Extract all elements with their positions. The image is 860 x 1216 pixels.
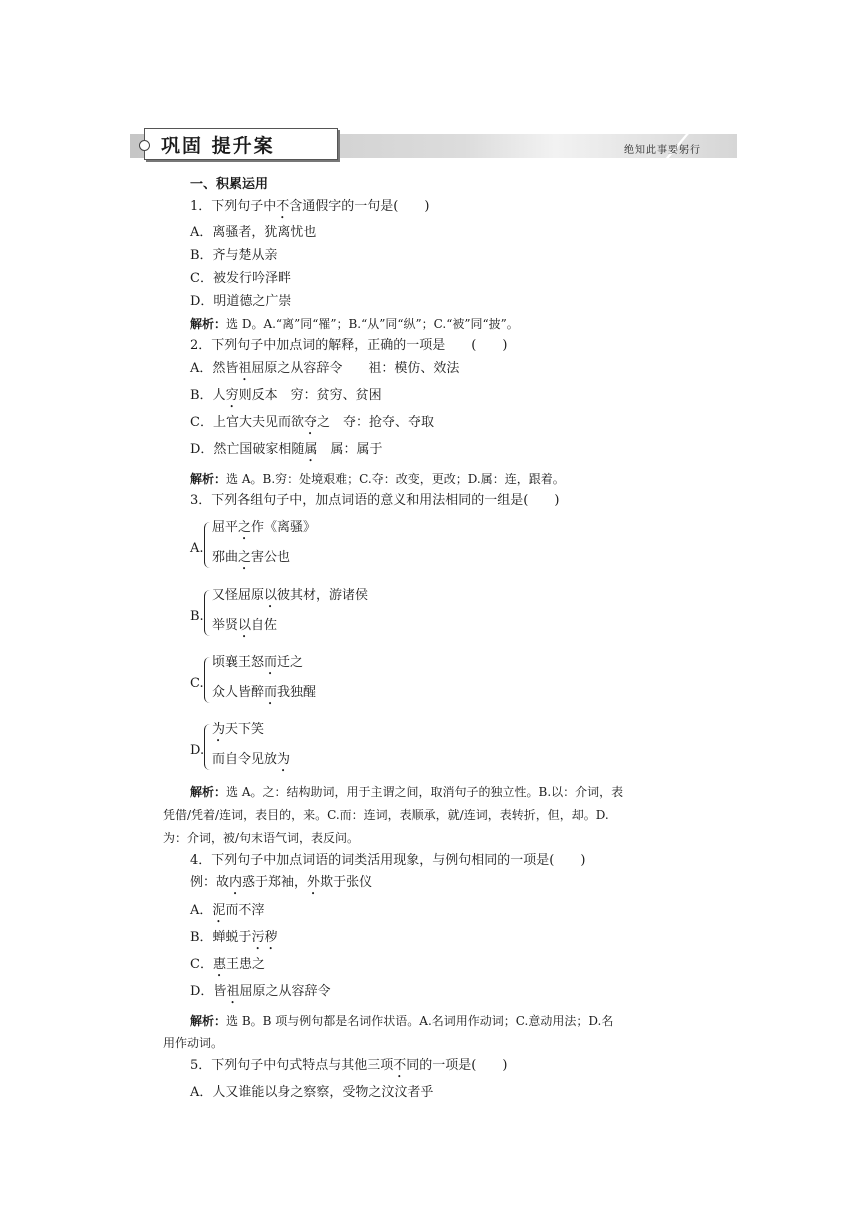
q4-option-a [190,902,264,926]
q3-d-line2 [212,751,290,775]
q3-a1-pre: 屈平 [212,520,239,535]
q3-b-line1 [212,587,368,611]
q4-stem: 4．下列句子中加点词语的词类活用现象，与例句相同的一项是( ) [190,853,586,868]
q5-option-a: A．人又谁能以身之察察，受物之汶汶者乎 [190,1085,434,1100]
section-heading: 一、积累运用 [190,177,269,192]
q4-d-mark: 祖 [226,984,240,999]
q2-d-mark: 属 [304,442,318,457]
q2-c-mark: 夺 [303,415,317,430]
q4-option-d [190,983,330,1007]
q4-answer-line1 [190,1012,613,1030]
q1-option-c: C．被发行吟泽畔 [190,271,291,286]
q3-b2-post: 自佐 [251,618,278,633]
q2-a-post: 屈原之从容辞令 祖：模仿、效法 [251,361,460,376]
q2-d-post: 属：属于 [317,442,383,457]
q4-option-c [190,956,265,980]
q3-answer-label: 解析： [190,785,227,799]
q3-c2-pre: 众人皆醉 [212,685,265,700]
q3-c1-mark: 而 [264,655,278,670]
q3-b2-pre: 举贤 [212,618,239,633]
q3-a-line1 [212,519,316,543]
q1-answer-text: 选 D。A.“离”同“罹”；B.“从”同“纵”；C.“被”同“披”。 [226,317,519,331]
q1-option-b: B．齐与楚从亲 [190,248,278,263]
q4-a-mark: 泥 [212,903,226,918]
q2-stem: 2．下列句子中加点词的解释，正确的一项是 ( ) [190,338,508,353]
q4-answer-label: 解析： [190,1014,227,1028]
q3-c1-post: 迁之 [277,655,304,670]
q1-stem-mark: 不 [276,199,290,214]
banner-title-box [144,128,338,160]
q3-label-b: B. [190,609,204,624]
q4-ex-a: 例：故 [190,875,230,890]
q3-a2-mark: 之 [238,550,252,565]
section-banner [130,128,737,160]
q2-option-d [190,441,382,465]
q3-answer-line1 [190,783,623,801]
q3-c2-post: 我独醒 [277,685,317,700]
q3-b1-mark: 以 [264,588,278,603]
q4-ex-b: 惑于郑袖， [242,875,308,890]
q3-label-a: A. [190,541,204,556]
q1-answer [190,315,519,333]
q5-stem-b: 同的一项是( ) [406,1058,508,1073]
q5-stem [190,1057,507,1081]
q2-answer-label: 解析： [190,472,227,486]
q3-d1-mark: 为 [212,722,226,737]
q4-ex-mark1: 内 [229,875,243,890]
q4-c-pre: C． [190,957,213,972]
q4-c-post: 王患之 [225,957,265,972]
q2-b-post: 则反本 穷：贫穷、贫困 [238,388,382,403]
q2-option-b [190,387,382,411]
q4-ex-c: 欺于张仪 [320,875,373,890]
q5-stem-mark: 不 [393,1058,407,1073]
q2-b-mark: 穷 [225,388,239,403]
q3-b2-mark: 以 [238,618,252,633]
q3-a1-post: 作《离骚》 [251,520,317,535]
q2-d-pre: D．然亡国破家相随 [190,442,305,457]
q3-d2-mark: 为 [277,752,291,767]
q2-a-mark: 祖 [238,361,252,376]
q4-c-mark: 惠 [212,957,226,972]
q3-c2-mark: 而 [264,685,278,700]
q4-a-post: 而不滓 [225,903,265,918]
q3-c-line1 [212,654,303,678]
q4-a-pre: A． [190,903,213,918]
q3-c-line2 [212,684,316,708]
q3-a1-mark: 之 [238,520,252,535]
q2-answer-text: 选 A。B.穷：处境艰难；C.夺：改变，更改；D.属：连，跟着。 [226,472,565,486]
q1-stem [190,198,429,222]
q1-stem-b: 含通假字的一句是( ) [289,199,430,214]
q3-b-line2 [212,617,277,641]
q3-a2-post: 害公也 [251,550,291,565]
q3-a-line2 [212,549,290,573]
q3-d-line1 [212,721,264,745]
q1-option-a: A．离骚者，犹离忧也 [190,225,317,240]
q4-answer-text1: 选 B。B 项与例句都是名词作状语。A.名词用作动词；C.意动用法；D.名 [226,1014,614,1028]
q5-stem-a: 5．下列句子中句式特点与其他三项 [190,1058,394,1073]
q3-answer-text1: 选 A。之：结构助词，用于主谓之间，取消句子的独立性。B.以：介词，表 [226,785,624,799]
q4-b-pre: B．蝉蜕于 [190,930,252,945]
banner-title: 巩固 提升案 [161,134,275,157]
q2-c-pre: C．上官大夫见而欲 [190,415,304,430]
bullet-icon [139,140,150,151]
q4-d-pre: D．皆 [190,984,227,999]
q2-a-pre: A．然皆 [190,361,239,376]
banner-motto: 绝知此事要躬行 [624,145,701,156]
q4-b-mark: 污秽 [251,930,278,945]
q3-answer-line2: 凭借/凭着/连词，表目的，来。C.而：连词，表顺承，就/连词，表转折，但，却。D. [163,808,609,822]
q3-d1-post: 天下笑 [225,722,265,737]
q1-answer-label: 解析： [190,317,227,331]
q4-option-b [190,929,278,953]
q3-b1-pre: 又怪屈原 [212,588,265,603]
q4-d-post: 屈原之从容辞令 [239,984,331,999]
q1-option-d: D．明道德之广崇 [190,294,292,309]
q2-answer [190,470,565,488]
q3-stem: 3．下列各组句子中，加点词语的意义和用法相同的一组是( ) [190,493,560,508]
q3-a2-pre: 邪曲 [212,550,239,565]
q3-label-c: C. [190,676,204,691]
q1-stem-a: 1．下列句子中 [190,199,277,214]
q4-answer-line2: 用作动词。 [163,1036,224,1050]
q2-option-a [190,360,459,384]
q3-answer-line3: 为：介词，被/句末语气词，表反问。 [163,831,360,845]
q2-c-post: 之 夺：抢夺、夺取 [316,415,434,430]
q2-option-c [190,414,434,438]
q3-c1-pre: 顷襄王怒 [212,655,265,670]
q4-ex-mark2: 外 [307,875,321,890]
q4-example [190,874,372,898]
q2-b-pre: B．人 [190,388,226,403]
q3-d2-pre: 而自令见放 [212,752,278,767]
q3-b1-post: 彼其材，游诸侯 [277,588,369,603]
q3-label-d: D. [190,743,205,758]
